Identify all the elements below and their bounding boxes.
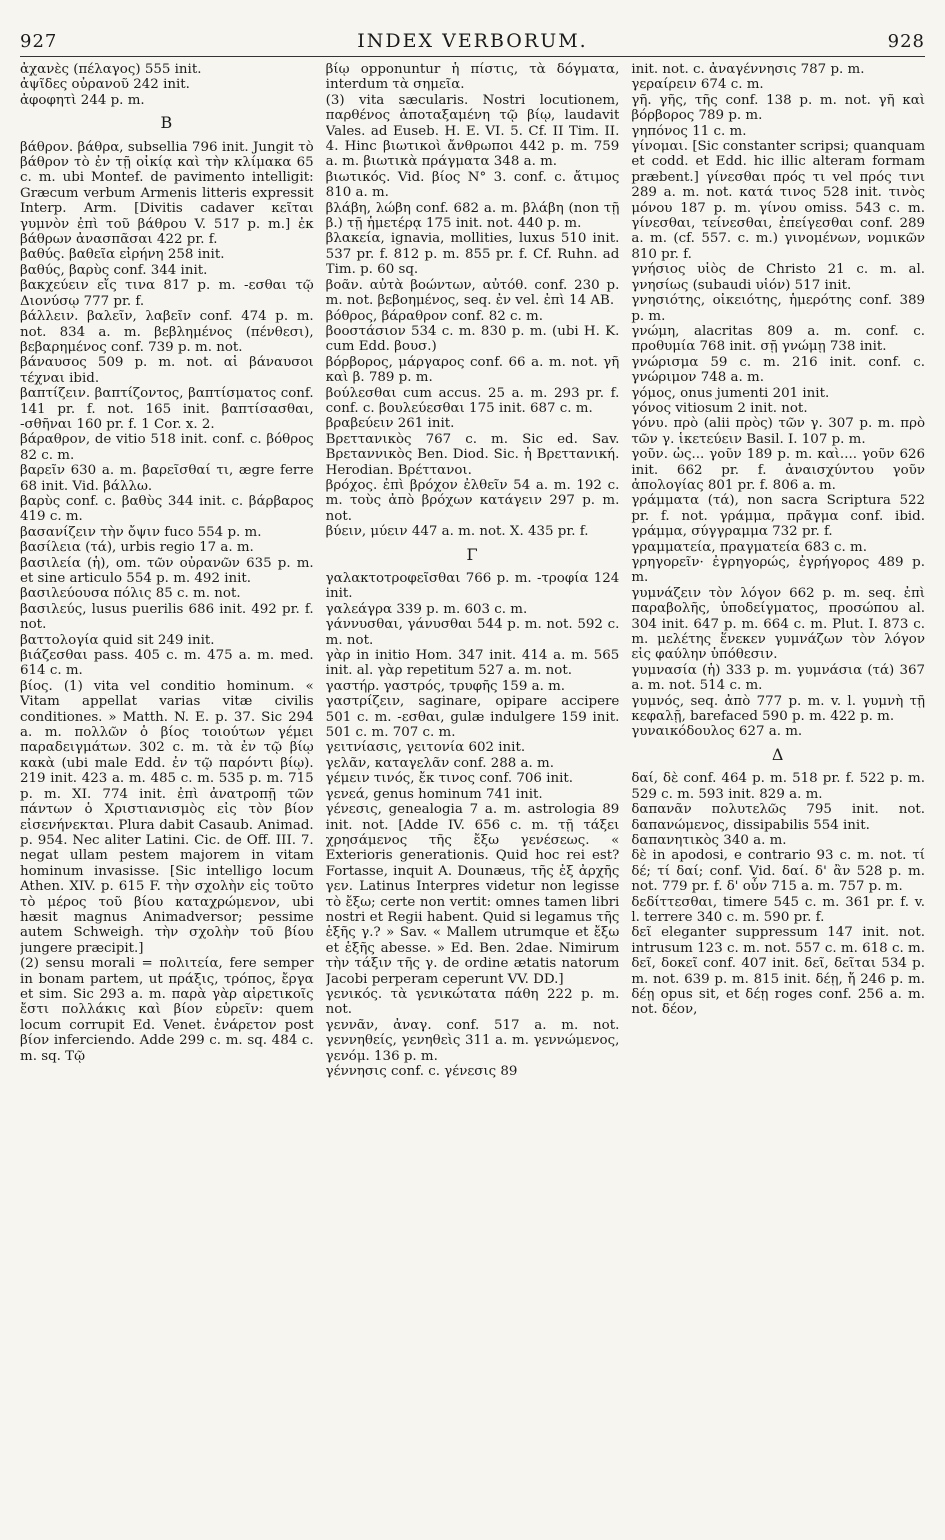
index-entry: γραμματεία, πραγματεία 683 c. m. (631, 539, 868, 555)
index-entry: βλακεία, ignavia, mollities, luxus 510 init. 537 pr. f. 812 p. m. 855 pr. f. Cf. Ruhn. ad Tim. p. 60 sq. (325, 231, 620, 278)
index-entry: init. not. c. ἀναγέννησις 787 p. m. (631, 62, 865, 77)
index-entry: βούλεσθαι cum accus. 25 a. m. 293 pr. f. conf. c. βουλεύεσθαι 175 init. 687 c. m. (325, 385, 620, 416)
index-entry: δὲ in apodosi, e contrario 93 c. m. not. τί δέ; τί δαί; conf. Vid. δαί. δ' ἂν 528 p. m. not. 779 pr. f. δ' οὖν 715 a. m. 757 p. m. (631, 848, 926, 895)
index-entry: ἀχανὲς (πέλαγος) 555 init. (20, 62, 202, 77)
index-entry: γυμνάζειν τὸν λόγον 662 p. m. seq. ἐπὶ παραβολῆς, ὑποδείγματος, προσώπου al. 304 init. 647 p. m. 664 c. m. Plut. I. 873 c. m. μελέτης ἕνεκεν γυμνάζων τὸν λόγον εἰς φαύλην ὑπόθεσιν. (631, 585, 926, 663)
index-entry: γαστήρ. γαστρός, τρυφῆς 159 a. m. (325, 678, 566, 694)
index-entry: γενικός. τὰ γενικώτατα πάθη 222 p. m. not. (325, 986, 620, 1018)
index-entry: δεδίττεσθαι, timere 545 c. m. 361 pr. f. v. l. terrere 340 c. m. 590 pr. f. (631, 894, 926, 925)
index-entry: γαστρίζειν, saginare, opipare accipere 501 c. m. -εσθαι, gulæ indulgere 159 init. 501 c. m. 707 c. m. (325, 694, 620, 741)
index-entry: βαρὺς conf. c. βαθὺς 344 init. c. βάρβαρος 419 c. m. (20, 493, 314, 525)
index-entry: βλάβη, λώβη conf. 682 a. m. βλάβη (non τῇ β.) τῇ ἡμετέρᾳ 175 init. not. 440 p. m. (325, 200, 620, 232)
section-letter-b: B (160, 113, 174, 133)
header-rule (20, 56, 925, 57)
index-entry: βαρεῖν 630 a. m. βαρεῖσθαί τι, ægre ferre 68 init. Vid. βάλλω. (20, 463, 314, 494)
index-entry: βοᾶν. αὐτὰ βοώντων, αὐτόθ. conf. 230 p. m. not. βεβοημένος, seq. ἐν vel. ἐπὶ 14 AB. (325, 277, 620, 309)
entries-b (20, 140, 314, 1064)
index-entry: βασιλεύουσα πόλις 85 c. m. not. (20, 586, 241, 602)
index-entry: γρηγορεῖν· ἐγρηγορώς, ἐγρήγορος 489 p. m. (631, 555, 926, 586)
index-entry: βασανίζειν τὴν ὄψιν fuco 554 p. m. (20, 524, 262, 540)
index-entry: βρόχος. ἐπὶ βρόχον ἐλθεῖν 54 a. m. 192 c. m. τοὺς ἀπὸ βρόχων κατάγειν 297 p. m. not. (325, 477, 620, 524)
index-entry: βασιλεία (ἡ), om. τῶν οὐρανῶν 635 p. m. et sine articulo 554 p. m. 492 init. (20, 555, 314, 586)
index-entry: βάναυσος 509 p. m. not. αἱ βάναυσοι τέχναι ibid. (20, 355, 314, 386)
index-entry: βασιλεύς, lusus puerilis 686 init. 492 pr. f. not. (20, 601, 314, 633)
index-entry: γέμειν τινός, ἔκ τινος conf. 706 init. (325, 771, 574, 787)
entries-gamma (326, 571, 620, 1079)
index-entry: γυναικόδουλος 627 a. m. (631, 724, 803, 740)
index-entry: βραβεύειν 261 init. (325, 416, 455, 432)
index-entry: βοοστάσιον 534 c. m. 830 p. m. (ubi H. K. cum Edd. βουσ.) (325, 323, 620, 355)
index-entry: βόθρος, βάραθρον conf. 82 c. m. (325, 308, 544, 324)
index-columns (20, 62, 925, 1532)
index-entry: (3) vita sæcularis. Nostri locutionem, παρθένος ἀποταξαμένη τῷ βίῳ, laudavit Vales. ad Euseb. H. E. VI. 5. Cf. II Tim. II. 4. Hinc βιωτικοὶ ἄνθρωποι 442 p. m. 759 a. m. βιωτικὰ πράγματα 348 a. m. (325, 92, 620, 170)
index-entry: γένεσις, genealogia 7 a. m. astrologia 89 init. not. [Adde IV. 656 c. m. τῇ τάξει χρησάμενος τῆς ἔξω γενέσεως. « Exterioris generationis. Quid hoc rei est? Fortasse, inquit A. Dounæus, τῆς ἐξ ἀρχῆς γεν. Latinus Interpres videtur non legisse τὸ ἔξω; certe non vertit: omnes tamen libri nostri et Regii habent. Quid si legamus τῆς ἑξῆς γ.? » Sav. « Mallem utrumque et ἔξω et ἑξῆς abesse. » Ed. Ben. 2dae. Nimirum τὴν τάξιν τῆς γ. de ordine ætatis natorum Jacobi perperam ceperunt VV. DD.] (325, 802, 620, 987)
index-entry: γράμματα (τά), non sacra Scriptura 522 pr. f. not. γράμμα, πρᾶγμα conf. ibid. γράμμα, σύγγραμμα 732 pr. f. (631, 493, 926, 540)
index-entry: γειτνίασις, γειτονία 602 init. (325, 740, 526, 756)
index-entry: ἀψῖδες οὐρανοῦ 242 init. (20, 77, 190, 93)
entries-b-cont (326, 62, 620, 540)
index-entry: δαπανᾶν πολυτελῶς 795 init. not. δαπανώμενος, dissipabilis 554 init. (631, 802, 926, 833)
index-entry: βάραθρον, de vitio 518 init. conf. c. βόθρος 82 c. m. (20, 432, 314, 463)
entries-gamma-cont (631, 62, 925, 740)
index-entry: δαί, δὲ conf. 464 p. m. 518 pr. f. 522 p. m. 529 c. m. 593 init. 829 a. m. (631, 771, 926, 802)
index-entry: γὰρ in initio Hom. 347 init. 414 a. m. 565 init. al. γὰρ repetitum 527 a. m. not. (325, 648, 620, 679)
index-entry: βάλλειν. βαλεῖν, λαβεῖν conf. 474 p. m. not. 834 a. m. βεβλημένος (πένθεσι), βεβαρημένος conf. 739 p. m. not. (20, 309, 314, 355)
index-entry: γελᾶν, καταγελᾶν conf. 288 a. m. (325, 755, 554, 771)
index-entry: γεραίρειν 674 c. m. (631, 77, 764, 93)
index-entry: βιωτικός. Vid. βίος N° 3. conf. c. ἄτιμος 810 a. m. (325, 169, 620, 201)
index-entry: βαττολογία quid sit 249 init. (20, 632, 215, 648)
page-number-right: 928 (887, 30, 925, 52)
index-entry: δεῖ eleganter suppressum 147 init. not. intrusum 123 c. m. not. 557 c. m. 618 c. m. δεῖ, δοκεῖ conf. 407 init. δεῖ, δεῖται 534 p. m. not. 639 p. m. 815 init. δέῃ, ἤ 246 p. m. δέῃ opus sit, et δέῃ roges conf. 256 a. m. not. δέον, (631, 925, 926, 1018)
page-number-left: 927 (20, 30, 58, 52)
index-entry: βαθύς. βαθεῖα εἰρήνη 258 init. (20, 247, 225, 263)
page-header (20, 28, 925, 54)
index-entry: γοῦν. ὡς... γοῦν 189 p. m. καὶ.... γοῦν 626 init. 662 pr. f. ἀναισχύντου γοῦν ἀπολογίας 801 pr. f. 806 a. m. (631, 447, 926, 493)
entries-a (20, 62, 314, 108)
index-entry: γυμνασία (ἡ) 333 p. m. γυμνάσια (τά) 367 a. m. not. 514 c. m. (631, 662, 926, 694)
index-entry: βύειν, μύειν 447 a. m. not. X. 435 pr. f. (325, 524, 589, 540)
index-entry: (2) sensu morali = πολιτεία, fere semper in bonam partem, ut πράξις, τρόπος, ἔργα et sim. Sic 293 a. m. παρὰ γὰρ αἱρετικοῖς ἔστι πολλάκις καὶ βίον εὑρεῖν: quem locum corrupit Ed. Venet. ἐνάρετον post βίον inferciendo. Adde 299 c. m. sq. 484 c. m. sq. Τῷ (20, 956, 314, 1064)
index-entry: γαλακτοτροφεῖσθαι 766 p. m. -τροφία 124 init. (325, 571, 620, 602)
index-entry: γνώμη, alacritas 809 a. m. conf. c. προθυμία 768 init. σῇ γνώμῃ 738 init. (631, 323, 926, 355)
index-entry: γεννᾶν, ἀναγ. conf. 517 a. m. not. γεννηθείς, γενηθεὶς 311 a. m. γεννώμενος, γενόμ. 136 p. m. (325, 1017, 620, 1064)
index-entry: βαπτίζειν. βαπτίζοντος, βαπτίσματος conf. 141 pr. f. not. 165 init. βαπτίσασθαι, -σθῆναι 160 pr. f. 1 Cor. x. 2. (20, 386, 314, 432)
index-entry: γνήσιος υἱὸς de Christo 21 c. m. al. γνησίως (subaudi υἱόν) 517 init. (631, 262, 926, 293)
running-title: INDEX VERBORUM. (357, 30, 588, 52)
index-entry: ἀφοφητὶ 244 p. m. (20, 92, 145, 108)
index-entry: βασίλεια (τά), urbis regio 17 a. m. (20, 540, 254, 556)
index-entry: γέννησις conf. c. γένεσις 89 (325, 1064, 518, 1079)
entries-delta (631, 771, 925, 1018)
index-entry: γαλεάγρα 339 p. m. 603 c. m. (325, 601, 528, 617)
index-entry: βάθρον. βάθρα, subsellia 796 init. Jungit τὸ βάθρον τὸ ἐν τῇ οἰκίᾳ καὶ τὴν κλίμακα 65 c. m. ubi Montef. de pavimento intelligit: Græcum verbum Armenis litteris expressit Interp. Arm. [Divitis cadaver κεῖται γυμνὸν ἐπὶ τοῦ βάθρου V. 517 p. m.] ἐκ βάθρων ἀνασπᾶσαι 422 pr. f. (20, 139, 314, 248)
index-entry: γόμος, onus jumenti 201 init. (631, 385, 830, 401)
column-left (20, 62, 314, 1532)
index-entry: βιάζεσθαι pass. 405 c. m. 475 a. m. med. 614 c. m. (20, 648, 314, 679)
index-entry: γίνομαι. [Sic constanter scripsi; quanquam et codd. et Edd. hic illic alteram formam præbent.] γίνεσθαι πρός τι vel πρός τινι 289 a. m. not. κατά τινος 528 init. τινὸς μόνου 187 p. m. γίνου omiss. 543 c. m. γίνεσθαι, τείνεσθαι, ἐπείγεσθαι conf. 289 a. m. (cf. 557. c. m.) γινομένων, νομικῶν 810 pr. f. (631, 139, 926, 262)
column-middle (326, 62, 620, 1532)
index-entry: βίος. (1) vita vel conditio hominum. « Vitam appellat varias vitæ civilis conditiones. » Matth. N. E. p. 37. Sic 294 a. m. πολλῶν ὁ βίος τοιούτων γέμει παραδειγμάτων. 302 c. m. τὰ ἐν τῷ βίῳ κακὰ (ubi male Edd. ἐν τῷ παρόντι βίῳ). 219 init. 423 a. m. 485 c. m. 535 p. m. 715 p. m. XI. 774 init. ἐπὶ ἀνατροπῇ τῶν πάντων ὁ Χριστιανισμὸς εἰς τὸν βίον εἰσενήνεκται. Plura dabit Casaub. Animad. p. 954. Nec aliter Latini. Cic. de Off. III. 7. negat ullam pestem majorem in vitam hominum invasisse. [Sic intelligo locum Athen. XIV. p. 615 F. τὴν σχολὴν εἰς τοῦτο τὸ μέρος τοῦ βίου καταχρώμενον, ubi hæsit magnus Animadversor; pessime autem Schweigh. τὴν σχολὴν τοῦ βίου jungere præcipit.] (20, 678, 314, 956)
index-entry: δαπανητικὸς 340 a. m. (631, 832, 787, 848)
index-entry: γόνος vitiosum 2 init. not. (631, 400, 808, 416)
index-entry: γάννυσθαι, γάνυσθαι 544 p. m. not. 592 c. m. not. (325, 617, 620, 648)
index-entry: γενεά, genus hominum 741 init. (325, 786, 543, 802)
section-letter-delta: Δ (771, 744, 785, 764)
index-entry: βόρβορος, μάργαρος conf. 66 a. m. not. γῆ καὶ β. 789 p. m. (325, 354, 620, 386)
column-right (631, 62, 925, 1532)
index-entry: γόνυ. πρὸ (alii πρὸς) τῶν γ. 307 p. m. πρὸ τῶν γ. ἱκετεύειν Basil. I. 107 p. m. (631, 416, 926, 447)
index-entry: Βρεττανικὸς 767 c. m. Sic ed. Sav. Βρεταννικὸς Ben. Diod. Sic. ἡ Βρεττανική. Herodian. Βρέττανοι. (325, 431, 620, 478)
index-entry: γῆ. γῆς, τῆς conf. 138 p. m. not. γῆ καὶ βόρβορος 789 p. m. (631, 92, 926, 124)
index-entry: γυμνός, seq. ἀπὸ 777 p. m. v. l. γυμνὴ τῇ κεφαλῇ, barefaced 590 p. m. 422 p. m. (631, 693, 926, 725)
index-entry: βαθύς, βαρὺς conf. 344 init. (20, 262, 208, 278)
section-letter-gamma: Γ (466, 544, 479, 564)
index-entry: γνησιότης, οἰκειότης, ἡμερότης conf. 389 p. m. (631, 293, 926, 324)
index-entry: βακχεύειν εἴς τινα 817 p. m. -εσθαι τῷ Διονύσῳ 777 pr. f. (20, 278, 314, 309)
index-entry: γηπόνος 11 c. m. (631, 123, 747, 139)
index-entry: βίῳ opponuntur ἡ πίστις, τὰ δόγματα, interdum τὰ σημεῖα. (325, 62, 620, 93)
index-entry: γνώρισμα 59 c. m. 216 init. conf. c. γνώριμον 748 a. m. (631, 354, 926, 386)
